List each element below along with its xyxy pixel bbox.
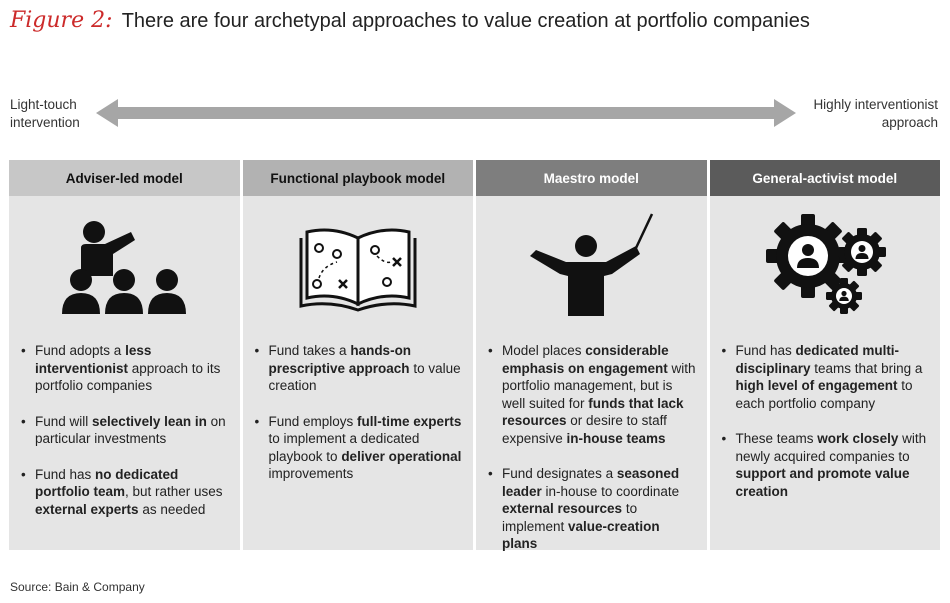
bullet-item [488, 342, 697, 447]
conductor-icon [476, 210, 707, 320]
bullet-item [722, 342, 931, 412]
gears-people-icon [710, 210, 941, 320]
bullet-text: , but rather uses [125, 484, 223, 499]
bullet-emphasis: funds that lack resources [502, 395, 684, 428]
bullet-text: with portfolio management, but is well suited for [502, 360, 696, 411]
figure-title [10, 8, 810, 33]
bullet-emphasis: full-time experts [357, 413, 462, 429]
bullet-text: Fund adopts a [35, 343, 126, 358]
panel-general-activist [710, 160, 941, 550]
source-note: Source: Bain & Company [10, 580, 145, 594]
spectrum-right-line1: Highly interventionist [813, 97, 938, 112]
bullet-text: with newly acquired companies to [735, 431, 927, 464]
bullet-emphasis: support and promote value creation [735, 466, 910, 499]
presenter-audience-icon [9, 210, 240, 320]
bullet-item [722, 430, 931, 500]
bullet-emphasis: no dedicated portfolio team [35, 466, 179, 499]
panel-maestro [476, 160, 707, 550]
panel-body [9, 196, 240, 550]
bullet-text: as needed [138, 501, 206, 517]
bullet-emphasis: seasoned leader [502, 466, 680, 499]
spectrum-left-line1: Light-touch [10, 97, 77, 112]
bullet-text: to value creation [268, 360, 461, 393]
bullet-list [21, 342, 230, 536]
bullet-emphasis: considerable emphasis on engagement [502, 343, 669, 376]
spectrum-double-arrow [96, 98, 796, 128]
spectrum-left-line2: intervention [10, 115, 80, 130]
bullet-text: to each portfolio company [735, 378, 913, 411]
bullet-text: to implement [502, 501, 638, 534]
panel-body [243, 196, 474, 550]
bullet-text: to implement a dedicated playbook to [268, 431, 420, 464]
bullet-text: teams that bring a [810, 360, 923, 376]
bullet-emphasis: deliver operational [341, 448, 462, 464]
bullet-item [255, 413, 464, 483]
bullet-emphasis: high level of engagement [735, 378, 898, 393]
figure-label: Figure 2: [10, 8, 113, 33]
panel-header: Maestro model [476, 160, 707, 196]
bullet-emphasis: in-house teams [566, 430, 666, 446]
bullet-text: approach to its portfolio companies [35, 360, 221, 393]
bullet-list [255, 342, 464, 501]
bullet-item [488, 465, 697, 553]
bullet-text: improvements [268, 466, 354, 481]
bullet-text: Fund will [35, 413, 93, 429]
spectrum-right-line2: approach [881, 115, 938, 130]
panel-functional-playbook [243, 160, 474, 550]
bullet-text: or desire to staff expensive [502, 413, 667, 446]
bullet-list [722, 342, 931, 518]
panel-header: Adviser-led model [9, 160, 240, 196]
bullet-emphasis: dedicated multi-disciplinary [735, 343, 900, 376]
bullet-text: Model places [502, 343, 586, 358]
bullet-emphasis: selectively lean in [92, 413, 207, 429]
bullet-emphasis: external resources [502, 501, 623, 516]
bullet-text: in-house to coordinate [541, 483, 680, 499]
figure-title-text: There are four archetypal approaches to value creation at portfolio companies [121, 10, 810, 32]
bullet-text: Fund employs [268, 413, 358, 429]
bullet-emphasis: less interventionist [35, 343, 152, 376]
bullet-text: Fund designates a [502, 466, 617, 481]
bullet-text: Fund takes a [268, 343, 351, 358]
bullet-item [255, 342, 464, 395]
bullet-emphasis: hands-on prescriptive approach [268, 343, 412, 376]
panel-adviser-led [9, 160, 240, 550]
bullet-text: on particular investments [35, 413, 226, 446]
spectrum-right-label [813, 96, 938, 132]
bullet-item [21, 342, 230, 395]
playbook-icon [243, 210, 474, 320]
bullet-text: Fund has [735, 343, 796, 358]
panel-header: Functional playbook model [243, 160, 474, 196]
bullet-list [488, 342, 697, 571]
panel-header: General-activist model [710, 160, 941, 196]
bullet-emphasis: value-creation plans [502, 518, 660, 551]
bullet-text: Fund has [35, 466, 96, 482]
bullet-item [21, 466, 230, 519]
model-panels [9, 160, 940, 550]
spectrum-left-label [10, 96, 80, 132]
bullet-text: These teams [735, 431, 818, 446]
bullet-item [21, 413, 230, 448]
bullet-emphasis: external experts [35, 501, 139, 517]
panel-body [710, 196, 941, 550]
bullet-emphasis: work closely [817, 431, 899, 446]
panel-body [476, 196, 707, 550]
